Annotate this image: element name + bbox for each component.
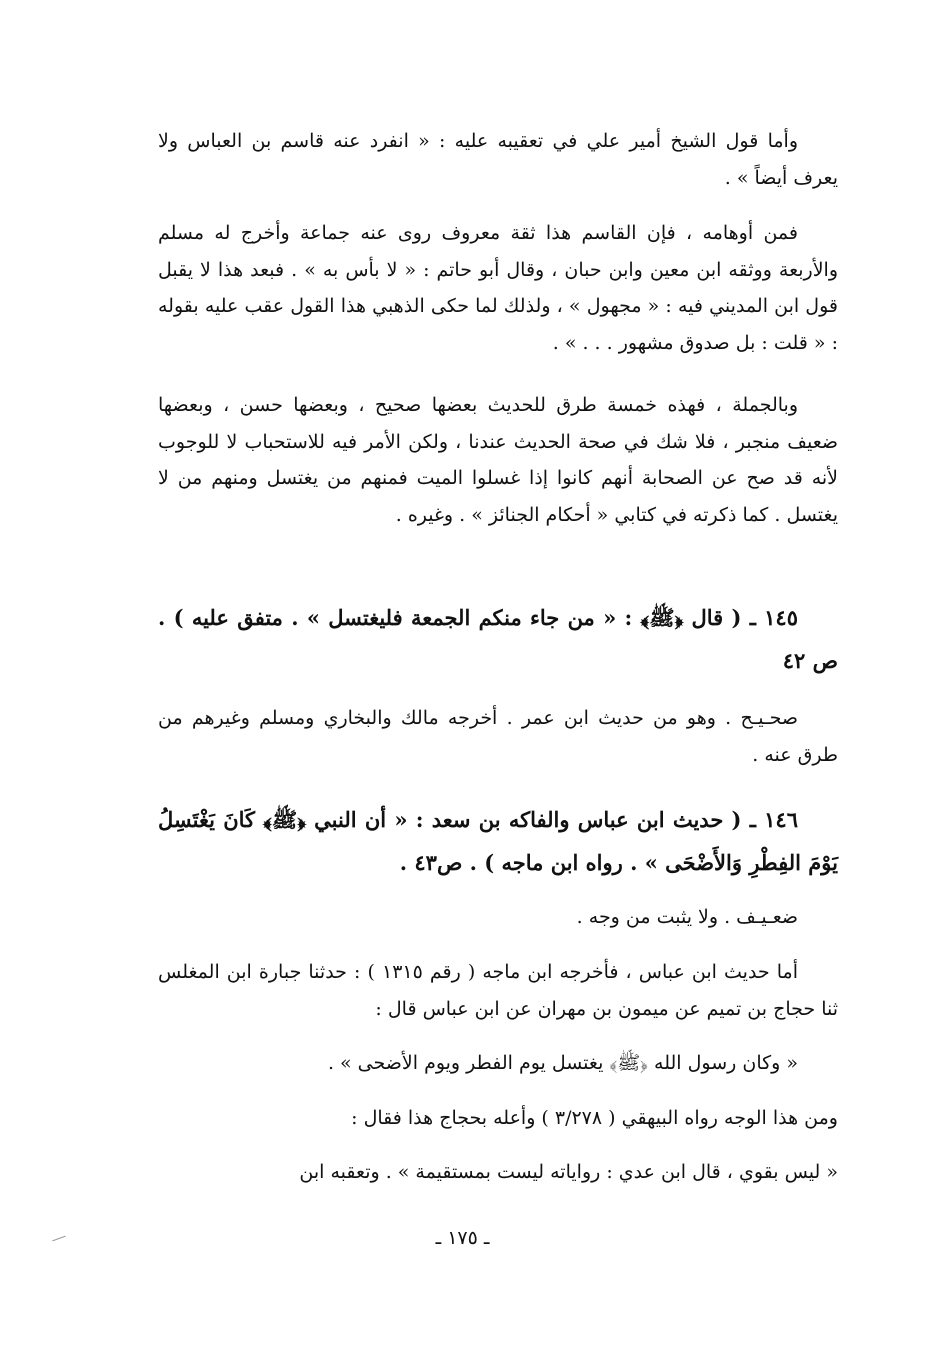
- paragraph-hadith-146-grading: ضعـيـف . ولا يثبت من وجه .: [576, 906, 798, 928]
- paragraph-bayhaqi: ومن هذا الوجه رواه البيهقي ( ٣/٢٧٨ ) وأعله بحجاج هذا فقال :: [351, 1107, 838, 1129]
- quoted-hadith-text: « وكان رسول الله ﴿ﷺ﴾ يغتسل يوم الفطر ويوم الأضحى » .: [327, 1052, 798, 1074]
- paragraph-ibn-abbas-route: أما حديث ابن عباس ، فأخرجه ابن ماجه ( رقم ١٣١٥ ) : حدثنا جبارة ابن المغلس ثنا حجاج بن تميم عن ميمون بن مهران عن ابن عباس قال :: [158, 961, 838, 1020]
- page-number: ـ ١٧٥ ـ: [435, 1227, 490, 1249]
- hadith-146-heading: ١٤٦ ـ ( حديث ابن عباس والفاكه بن سعد : « أن النبي ﴿ﷺ﴾ كَانَ يَغْتَسِلُ يَوْمَ الفِطْرِ وَالأَضْحَى » . رواه ابن ماجه ) . ص٤٣ .: [158, 807, 838, 875]
- paragraph-qasim-trustworthy: فمن أوهامه ، فإن القاسم هذا ثقة معروف روى عنه جماعة وأخرج له مسلم والأربعة ووثقه ابن معين وابن حبان ، وقال أبو حاتم : « لا بأس به » . فبعد هذا لا يقبل قول ابن المديني فيه : « مجهول » ، ولذلك لما حكى الذهبي هذا القول عقب عليه بقوله : « قلت : بل صدوق مشهور . . . » .: [158, 222, 838, 354]
- paragraph-five-routes: وبالجملة ، فهذه خمسة طرق للحديث بعضها صحيح ، وبعضها حسن ، وبعضها ضعيف منجبر ، فلا شك في صحة الحديث عندنا ، ولكن الأمر فيه للاستحباب لا للوجوب لأنه قد صح عن الصحابة أنهم كانوا إذا غسلوا الميت فمنهم من يغتسل ومنهم من لا يغتسل . كما ذكرته في كتابي « أحكام الجنائز » . وغيره .: [158, 394, 838, 526]
- paragraph-ibn-adi: « ليس بقوي ، قال ابن عدي : رواياته ليست بمستقيمة » . وتعقبه ابن: [299, 1161, 838, 1183]
- hadith-145-heading: ١٤٥ ـ ( قال ﴿ﷺ﴾ : « من جاء منكم الجمعة فليغتسل » . متفق عليه ) . ص ٤٢: [158, 605, 838, 673]
- paragraph-hadith-145-grading: صحـيـح . وهو من حديث ابن عمر . أخرجه مالك والبخاري ومسلم وغيرهم من طرق عنه .: [158, 707, 838, 766]
- paragraph-amir-ali-comment: وأما قول الشيخ أمير علي في تعقيبه عليه : « انفرد عنه قاسم بن العباس ولا يعرف أيضاً » .: [158, 130, 838, 189]
